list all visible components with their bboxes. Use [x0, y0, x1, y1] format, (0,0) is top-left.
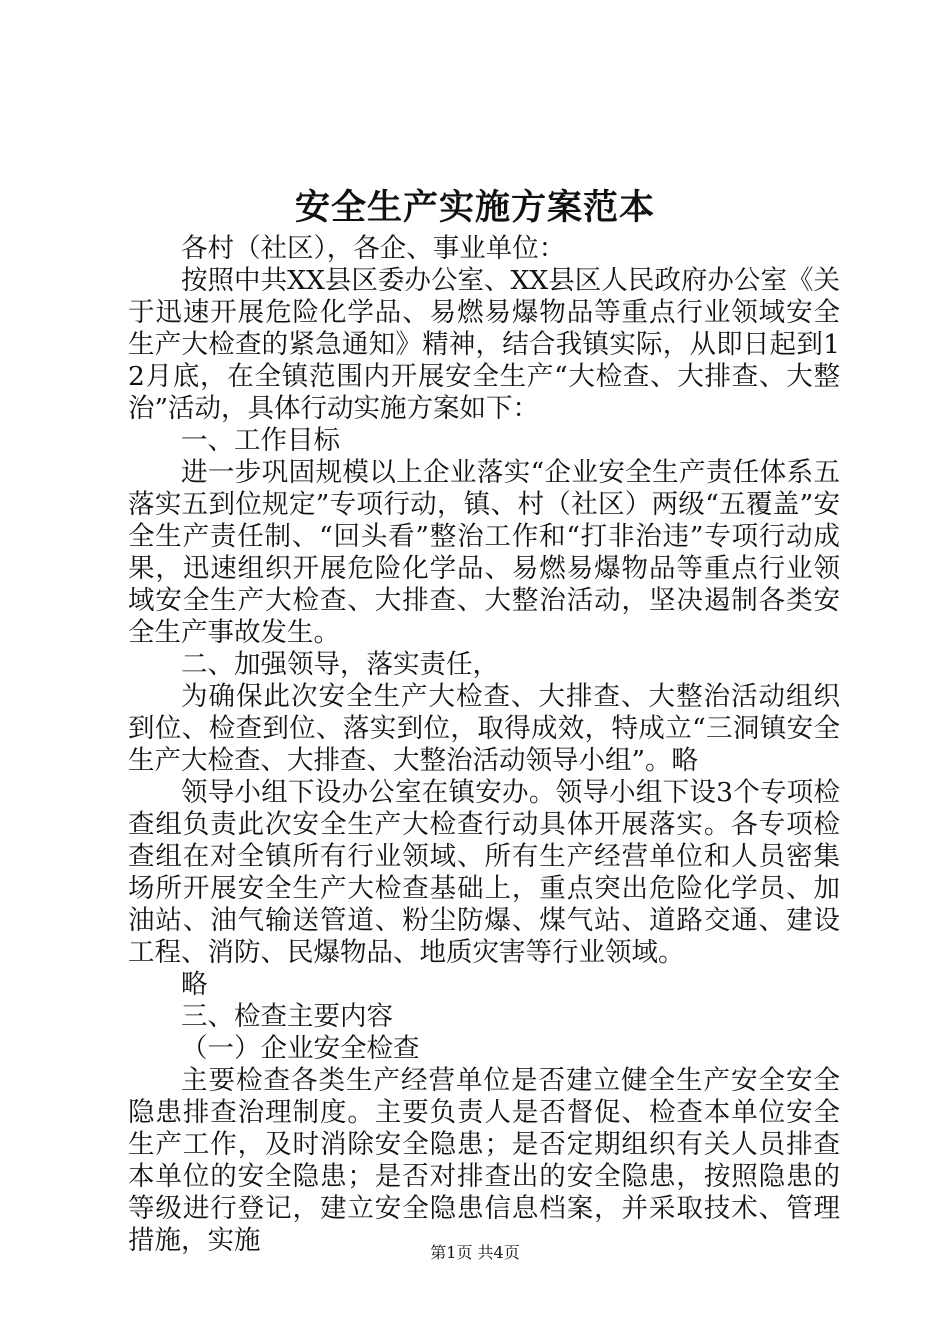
document-body [128, 233, 840, 1257]
intro-paragraph: 按照中共XX县区委办公室、XX县区人民政府办公室《关于迅速开展危险化学品、易燃易爆物品等重点行业领域安全生产大检查的紧急通知》精神，结合我镇实际，从即日起到12月底，在全镇范围内开展安全生产“大检查、大排查、大整治”活动，具体行动实施方案如下： [128, 265, 840, 424]
section-heading-content: 三、检查主要内容 [181, 1001, 393, 1032]
omitted-note: 略 [181, 969, 208, 1000]
leadership-paragraph: 为确保此次安全生产大检查、大排查、大整治活动组织到位、检查到位、落实到位，取得成效，特成立“三洞镇安全生产大检查、大排查、大整治活动领导小组”。略 [128, 681, 840, 776]
document-title: 安全生产实施方案范本 [294, 187, 655, 228]
subsection-heading-enterprise: （一）企业安全检查 [181, 1033, 420, 1064]
office-paragraph: 领导小组下设办公室在镇安办。领导小组下设3个专项检查组负责此次安全生产大检查行动具体开展落实。各专项检查组在对全镇所有行业领域、所有生产经营单位和人员密集场所开展安全生产大检查基础上，重点突出危险化学员、加油站、油气输送管道、粉尘防爆、煤气站、道路交通、建设工程、消防、民爆物品、地质灾害等行业领域。 [128, 777, 840, 968]
goals-paragraph: 进一步巩固规模以上企业落实“企业安全生产责任体系五落实五到位规定”专项行动，镇、村（社区）两级“五覆盖”安全生产责任制、“回头看”整治工作和“打非治违”专项行动成果，迅速组织开展危险化学品、易燃易爆物品等重点行业领域安全生产大检查、大排查、大整治活动，坚决遏制各类安全生产事故发生。 [128, 457, 840, 648]
salutation-paragraph: 各村（社区），各企、事业单位： [181, 233, 566, 264]
enterprise-paragraph: 主要检查各类生产经营单位是否建立健全生产安全安全隐患排查治理制度。主要负责人是否督促、检查本单位安全生产工作，及时消除安全隐患；是否定期组织有关人员排查本单位的安全隐患；是否对排查出的安全隐患，按照隐患的等级进行登记，建立安全隐患信息档案，并采取技术、管理措施，实施 [128, 1065, 840, 1256]
section-heading-leadership: 二、加强领导，落实责任， [181, 649, 499, 680]
section-heading-goals: 一、工作目标 [181, 425, 340, 456]
page-footer: 第1页 共4页 [430, 1243, 520, 1262]
